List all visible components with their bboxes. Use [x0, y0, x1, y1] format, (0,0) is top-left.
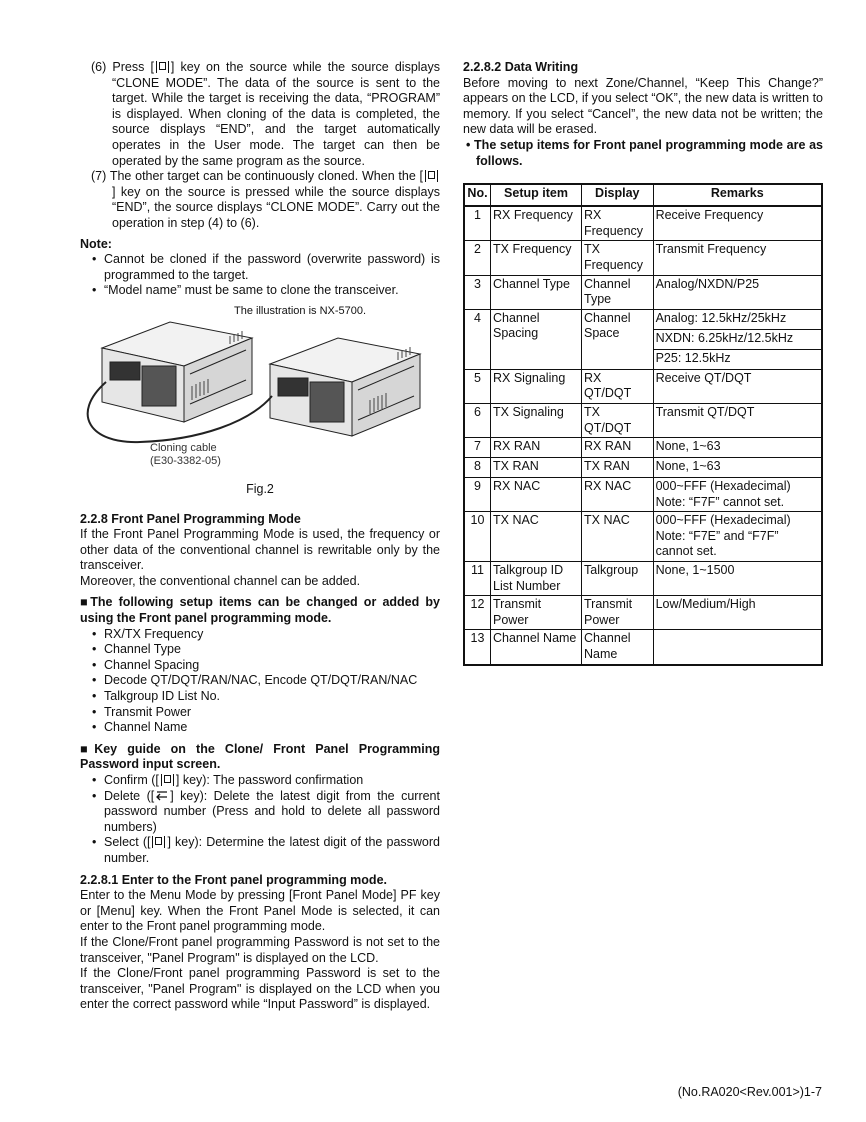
cell-setup-item: Talkgroup ID List Number: [491, 562, 582, 596]
select-key-icon: [152, 836, 165, 848]
section-2-2-8-heading: 2.2.8 Front Panel Programming Mode: [80, 511, 301, 526]
cell-remarks: [653, 630, 822, 665]
cell-setup-item: TX Frequency: [491, 241, 582, 275]
cell-remarks: Low/Medium/High: [653, 596, 822, 630]
table-row: [464, 369, 822, 403]
table-header-row: [464, 184, 822, 206]
table-row: [464, 241, 822, 275]
section-2-2-8-para-1: If the Front Panel Programming Mode is used, the frequency or other data of the conventional channel is rewritable only by the transceiver.: [80, 527, 440, 573]
cell-setup-item: RX Frequency: [491, 206, 582, 241]
target-radio-drawing: [270, 338, 420, 436]
cloning-figure: [80, 304, 440, 482]
cell-remarks: None, 1~63: [653, 438, 822, 458]
cell-display: TX Frequency: [582, 241, 654, 275]
cell-setup-item: TX NAC: [491, 512, 582, 562]
col-header-display: Display: [582, 184, 654, 206]
setup-item: • Channel Name: [104, 720, 440, 736]
step-6-text-b: ] key on the source while the source displays “CLONE MODE”. The data of the source is sent to the target. While the target is receiving the data, “PROGRAM” is displayed. When cloning of the data is completed, the source displays “END”, and the target automatically operates in the User mode. The target can then be operated by the same program as the source.: [112, 60, 440, 168]
confirm-text-b: ] key): The password confirmation: [175, 773, 364, 787]
confirm-text-a: Confirm ([: [104, 773, 159, 787]
cell-remarks: None, 1~1500: [653, 562, 822, 596]
cell-remarks: Transmit Frequency: [653, 241, 822, 275]
col-header-no: No.: [464, 184, 491, 206]
setup-items-bullet-text: The setup items for Front panel programming mode are as follows.: [474, 137, 823, 168]
source-radio-drawing: [102, 322, 252, 422]
confirm-key-icon: [161, 774, 174, 786]
section-2-2-8-para-2: Moreover, the conventional channel can be added.: [80, 573, 361, 588]
left-column: [80, 60, 440, 1013]
delete-text-a: Delete ([: [104, 788, 155, 803]
step-7-number: (7): [91, 169, 107, 184]
right-column: [463, 60, 823, 666]
cell-display: Channel Space: [582, 309, 654, 369]
section-2-2-8-1-para-2: If the Clone/Front panel programming Password is not set to the transceiver, "Panel Program" is displayed on the LCD.: [80, 934, 440, 965]
back-arrow-icon: [156, 791, 168, 801]
cell-no: 8: [464, 458, 491, 478]
setup-items-heading: ■The following setup items can be changed or added by using the Front panel programming mode.: [80, 595, 440, 626]
page-footer: (No.RA020<Rev.001>)1-7: [677, 1085, 822, 1099]
cell-no: 10: [464, 512, 491, 562]
cell-remarks: Receive Frequency: [653, 206, 822, 241]
cloning-cable-label: [150, 442, 221, 468]
setup-items-bullet: • The setup items for Front panel programming mode are as follows.: [466, 137, 823, 168]
select-text-a: Select ([: [104, 835, 151, 850]
cable-part-number: (E30-3382-05): [150, 454, 221, 467]
data-writing-para: Before moving to next Zone/Channel, “Keep This Change?” appears on the LCD, if you select “OK”, the new data is written to memory. If you select “Cancel”, the new data not be written; the new data will be erased.: [463, 75, 823, 137]
cell-display: RX QT/DQT: [582, 369, 654, 403]
cell-setup-item: Channel Name: [491, 630, 582, 665]
cell-remarks: 000~FFF (Hexadecimal) Note: “F7F” cannot set.: [653, 478, 822, 512]
col-header-setup-item: Setup item: [491, 184, 582, 206]
cell-display: Channel Name: [582, 630, 654, 665]
cell-no: 7: [464, 438, 491, 458]
setup-items-list: [80, 627, 440, 736]
setup-item: • Decode QT/DQT/RAN/NAC, Encode QT/DQT/RAN/NAC: [104, 673, 440, 689]
cell-display: TX QT/DQT: [582, 403, 654, 437]
section-2-2-8-1-para-3: If the Clone/Front panel programming Password is set to the transceiver, "Panel Program" is displayed on the LCD when you enter the correct password while “Input Password” is displayed.: [80, 966, 440, 1012]
note-item: • Cannot be cloned if the password (overwrite password) is programmed to the target.: [104, 252, 440, 283]
select-text-b: ] key): Determine the latest digit of the password number.: [104, 835, 440, 865]
step-7-text-a: The other target can be continuously cloned. When the [: [109, 169, 424, 184]
cell-remarks: P25: 12.5kHz: [653, 349, 822, 369]
cell-remarks: Analog: 12.5kHz/25kHz: [653, 309, 822, 329]
table-row: [464, 630, 822, 665]
delete-text-b: ] key): Delete the latest digit from the current password number (Press and hold to delete all password numbers): [104, 788, 440, 834]
table-row: [464, 309, 822, 329]
setup-items-table: [463, 183, 823, 665]
note-title: Note:: [80, 236, 112, 251]
step-6-number: (6): [91, 60, 107, 74]
col-header-remarks: Remarks: [653, 184, 822, 206]
cell-remarks: 000~FFF (Hexadecimal) Note: “F7E” and “F7F” cannot set.: [653, 512, 822, 562]
cell-setup-item: TX Signaling: [491, 403, 582, 437]
cell-setup-item: Channel Spacing: [491, 309, 582, 369]
setup-item: • Channel Spacing: [104, 658, 440, 674]
table-row: [464, 478, 822, 512]
cell-no: 9: [464, 478, 491, 512]
cell-remarks: None, 1~63: [653, 458, 822, 478]
cell-no: 4: [464, 309, 491, 369]
cell-no: 12: [464, 596, 491, 630]
cell-remarks: Analog/NXDN/P25: [653, 275, 822, 309]
cell-display: Talkgroup: [582, 562, 654, 596]
cell-remarks: Transmit QT/DQT: [653, 403, 822, 437]
cell-setup-item: TX RAN: [491, 458, 582, 478]
key-guide-list: [80, 773, 440, 867]
cell-display: RX NAC: [582, 478, 654, 512]
cell-remarks: Receive QT/DQT: [653, 369, 822, 403]
note-item: • “Model name” must be same to clone the transceiver.: [104, 283, 440, 299]
step-6: [80, 60, 440, 169]
note-list: [80, 252, 440, 299]
cell-setup-item: RX RAN: [491, 438, 582, 458]
menu-key-icon: [156, 61, 169, 73]
cell-display: Transmit Power: [582, 596, 654, 630]
cloning-illustration: [80, 304, 440, 482]
step-7-text-b: ] key on the source is pressed while the source displays “END”, the source displays “CLONE MODE”. Carry out the operation in step (4) to (6).: [112, 184, 440, 230]
cell-display: Channel Type: [582, 275, 654, 309]
key-guide-confirm: [104, 773, 440, 789]
table-row: [464, 275, 822, 309]
cell-display: TX RAN: [582, 458, 654, 478]
setup-item: • Transmit Power: [104, 705, 440, 721]
key-guide-heading: ■Key guide on the Clone/ Front Panel Programming Password input screen.: [80, 741, 440, 772]
figure-caption: Fig.2: [246, 481, 274, 496]
cell-no: 2: [464, 241, 491, 275]
cell-setup-item: RX NAC: [491, 478, 582, 512]
cell-no: 1: [464, 206, 491, 241]
table-row: [464, 206, 822, 241]
setup-item: • Talkgroup ID List No.: [104, 689, 440, 705]
cell-no: 11: [464, 562, 491, 596]
cell-no: 5: [464, 369, 491, 403]
key-guide-delete: [104, 789, 440, 836]
cell-remarks: NXDN: 6.25kHz/12.5kHz: [653, 329, 822, 349]
section-2-2-8-1-heading: 2.2.8.1 Enter to the Front panel programming mode.: [80, 872, 387, 887]
table-row: [464, 438, 822, 458]
section-2-2-8-1-para-1: Enter to the Menu Mode by pressing [Front Panel Mode] PF key or [Menu] key. When the Front Panel Mode is selected, it can enter to the Front panel programming mode.: [80, 888, 440, 934]
section-2-2-8-2-heading: 2.2.8.2 Data Writing: [463, 60, 579, 74]
illustration-note: The illustration is NX-5700.: [234, 304, 367, 317]
cell-no: 6: [464, 403, 491, 437]
cell-setup-item: RX Signaling: [491, 369, 582, 403]
table-row: [464, 562, 822, 596]
key-guide-select: [104, 835, 440, 866]
table-row: [464, 458, 822, 478]
step-7: [80, 169, 440, 231]
table-row: [464, 512, 822, 562]
cell-display: RX RAN: [582, 438, 654, 458]
cell-display: TX NAC: [582, 512, 654, 562]
table-row: [464, 596, 822, 630]
cell-setup-item: Transmit Power: [491, 596, 582, 630]
table-row: [464, 403, 822, 437]
cell-no: 3: [464, 275, 491, 309]
setup-item: • RX/TX Frequency: [104, 627, 440, 643]
cable-name: Cloning cable: [150, 441, 217, 454]
setup-item: • Channel Type: [104, 642, 440, 658]
menu-key-icon: [425, 170, 438, 182]
cell-setup-item: Channel Type: [491, 275, 582, 309]
cell-display: RX Frequency: [582, 206, 654, 241]
cell-no: 13: [464, 630, 491, 665]
step-6-text-a: Press [: [112, 60, 154, 74]
